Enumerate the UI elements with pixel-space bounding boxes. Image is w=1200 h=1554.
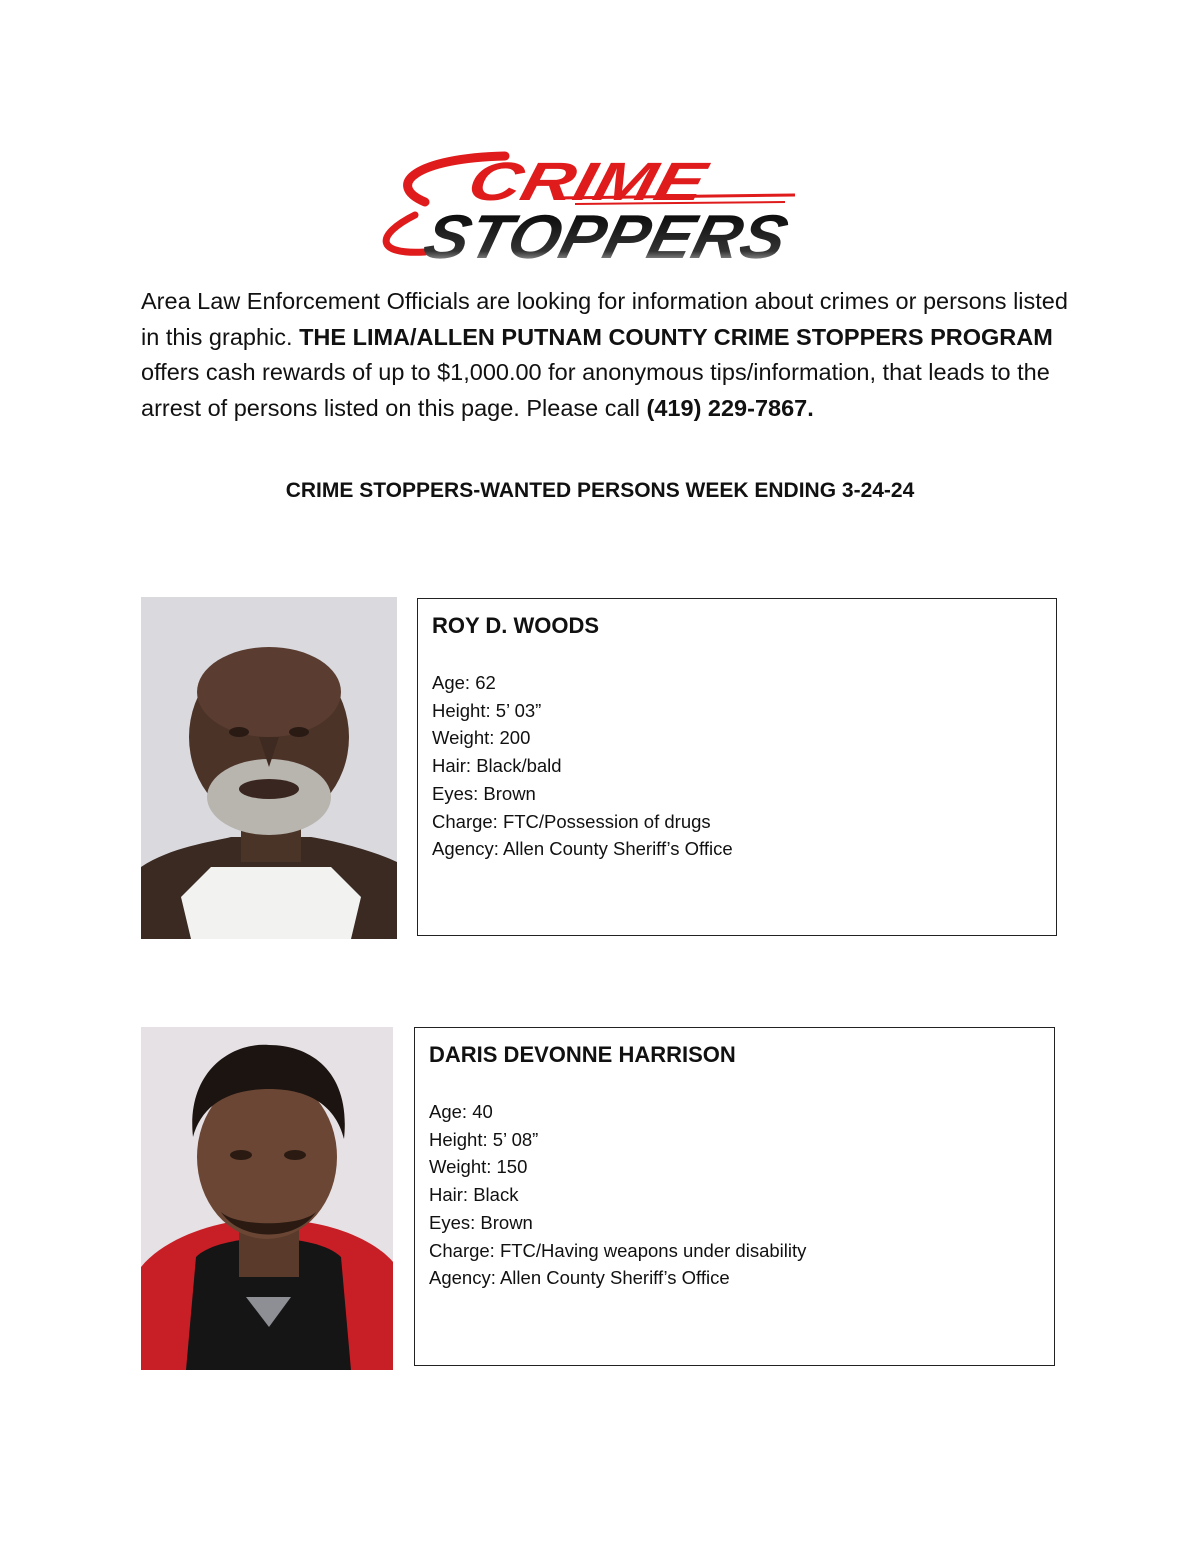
person-weight: Weight: 200 [432, 727, 531, 749]
person-details [432, 669, 733, 863]
person-name: DARIS DEVONNE HARRISON [429, 1042, 736, 1067]
person-eyes: Eyes: Brown [432, 782, 536, 804]
week-title: CRIME STOPPERS-WANTED PERSONS WEEK ENDING 3-24-24 [285, 479, 915, 502]
person-hair: Hair: Black [429, 1184, 519, 1206]
person-age: Age: 62 [432, 672, 496, 693]
person-charge: Charge: FTC/Possession of drugs [432, 810, 711, 832]
person-weight: Weight: 150 [429, 1156, 528, 1178]
person-agency: Agency: Allen County Sheriff’s Office [429, 1267, 730, 1289]
person-height: Height: 5’ 08” [429, 1128, 539, 1150]
logo-line2: STOPPERS [417, 202, 771, 272]
person-age: Age: 40 [429, 1101, 493, 1122]
program-name: THE LIMA/ALLEN PUTNAM COUNTY CRIME STOPPERS PROGRAM [299, 323, 1053, 350]
person-details [429, 1098, 806, 1292]
logo-line1: CRIME [462, 150, 652, 212]
phone-number: (419) 229-7867. [646, 394, 814, 421]
person-agency: Agency: Allen County Sheriff’s Office [432, 838, 733, 860]
intro-text-2: offers cash rewards of up to $1,000.00 for anonymous tips/information, that leads to the arrest of persons listed on this page. Please call [141, 359, 1050, 421]
person-charge: Charge: FTC/Having weapons under disability [429, 1239, 807, 1261]
mugshot-photo [141, 597, 397, 939]
person-height: Height: 5’ 03” [432, 699, 542, 721]
person-hair: Hair: Black/bald [432, 755, 562, 777]
person-name: ROY D. WOODS [432, 613, 600, 638]
intro-paragraph [141, 284, 1071, 426]
person-eyes: Eyes: Brown [429, 1211, 533, 1233]
mugshot-photo [141, 1027, 393, 1370]
intro-text-1: Area Law Enforcement Officials are looking for information about crimes or persons listed in this graphic. [141, 288, 1068, 350]
crime-stoppers-logo [355, 140, 825, 275]
person-card [414, 1027, 1055, 1366]
person-card [417, 598, 1057, 936]
